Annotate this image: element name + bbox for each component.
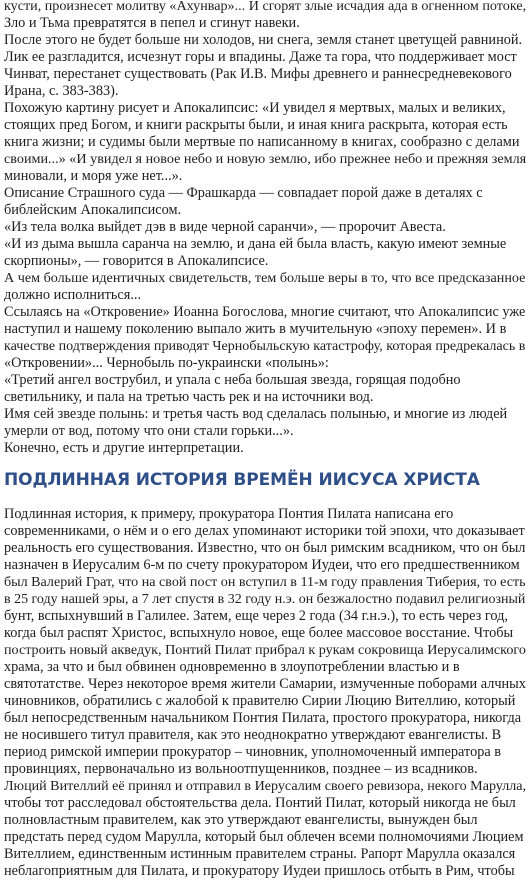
text-line: реальность его существования. Известно, что он был римским всадником, что он был — [4, 540, 526, 556]
text-line: А чем больше идентичных свидетельств, тем больше веры в то, что все предсказанное — [4, 270, 526, 286]
text-line: чтобы тот расследовал обстоятельства дела. Понтий Пилат, который никогда не был — [4, 795, 516, 811]
text-line: был Валерий Грат, что на свой пост он вступил в 11-м году правления Тиберия, то есть — [4, 574, 526, 590]
text-line: скорпионы», — говорится в Апокалипсисе. — [4, 253, 269, 269]
text-line: стоящих пред Богом, и книги раскрыты были, и иная книга раскрыта, которая есть — [4, 117, 508, 133]
text-line: построить новый акведук, Понтий Пилат прибрал к рукам сокровища Иерусалимского — [4, 642, 526, 658]
text-line: назначен в Иерусалим 6-м по счету прокуратором Иудеи, что его предшественником — [4, 557, 520, 573]
text-line: миновали, и моря уже нет...». — [4, 168, 183, 184]
text-line: Чинват, перестанет существовать (Рак И.В. Мифы древнего и раннесредневекового — [4, 66, 512, 82]
section-heading: ПОДЛИННАЯ ИСТОРИЯ ВРЕМЁН ИИСУСА ХРИСТА — [4, 470, 480, 490]
text-line: чиновников, обратились с жалобой к правителю Сирии Люцию Вителлию, который — [4, 693, 516, 709]
text-line: кусти, произнесет молитву «Ахунвар»... И сгорят злые исчадия ада в огненном потоке, — [4, 0, 527, 14]
text-line: бунт, вспыхнувший в Галилее. Затем, еще через 2 года (34 г.н.э.), то есть через год, — [4, 608, 508, 624]
text-line: наступил и нашему поколению выпало жить в мучительную «эпоху перемен». И в — [4, 321, 507, 337]
text-line: Имя сей звезде полынь: и третья часть вод сделалась полынью, и многие из людей — [4, 406, 508, 422]
text-line: своими...» «И увидел я новое небо и новую землю, ибо прежнее небо и прежняя земля — [4, 151, 527, 167]
text-line: период римской империи прокуратор – чиновник, уполномоченный императора в — [4, 744, 502, 760]
text-line: После этого не будет больше ни холодов, ни снега, земля станет цветущей равниной. — [4, 32, 523, 48]
text-line: современниками, о нём и о его делах упоминают историки той эпохи, что доказывает — [4, 523, 525, 539]
text-line: не носившего титул правителя, как это неоднократно утверждают евангелисты. В — [4, 727, 502, 743]
text-line: «Третий ангел вострубил, и упала с неба большая звезда, горящая подобно — [4, 372, 461, 388]
text-line: умерли от вод, потому что они стали горьки...». — [4, 423, 294, 439]
text-line: «И из дыма вышла саранча на землю, и дана ей была власть, какую имеют земные — [4, 236, 507, 252]
text-line: «Из тела волка выйдет дэв в виде черной саранчи», — пророчит Авеста. — [4, 219, 446, 235]
text-line: библейским Апокалипсисом. — [4, 202, 182, 218]
text-line: когда был распят Христос, вспыхнуло новое, еще более массовое восстание. Чтобы — [4, 625, 514, 641]
text-line: «Откровении»... Чернобыль по-украински «полынь»: — [4, 355, 329, 371]
text-line: был непосредственным начальником Понтия Пилата, простого прокуратора, никогда — [4, 710, 522, 726]
article-page — [4, 0, 528, 880]
text-line: Зло и Тьма превратятся в пепел и сгинут навеки. — [4, 15, 300, 31]
text-block-apocalypse — [4, 0, 528, 457]
text-block-pilate — [4, 506, 528, 880]
text-line: Конечно, есть и другие интерпретации. — [4, 440, 244, 456]
text-line: предстать перед судом Марулла, который был облечен всеми полномочиями Люцием — [4, 829, 524, 845]
text-line: Похожую картину рисует и Апокалипсис: «И увидел я мертвых, малых и великих, — [4, 100, 506, 116]
text-line: Подлинная история, к примеру, прокуратора Понтия Пилата написана его — [4, 506, 454, 522]
text-line: святотатстве. Через некоторое время жители Самарии, измученные поборами алчных — [4, 676, 526, 692]
text-line: провинциях, первоначально из вольноотпущенников, позднее – из всадников. — [4, 761, 478, 777]
text-line: полновластным правителем, как это утверждают евангелисты, вынужден был — [4, 812, 478, 828]
text-line: в 25 году нашей эры, а 7 лет спустя в 32 году н.э. он безжалостно подавил религиозный — [4, 592, 526, 607]
text-line: Вителлием, единственным истинным правителем страны. Рапорт Марулла оказался — [4, 846, 516, 862]
text-line: Описание Страшного суда — Фрашкарда — совпадает порой даже в деталях с — [4, 185, 483, 201]
text-line: Ирана, с. 383-383). — [4, 83, 119, 99]
text-line: должно исполниться... — [4, 287, 142, 303]
text-line: светильнику, и пала на третью часть рек и на источники вод. — [4, 389, 374, 405]
text-line: неблагоприятным для Пилата, и прокуратору Иудеи пришлось отбыть в Рим, чтобы — [4, 863, 515, 879]
text-line: книга жизни; и судимы были мертвые по написанному в книгах, сообразно с делами — [4, 134, 520, 150]
text-line: Люций Вителлий её принял и отправил в Иерусалим своего ревизора, некого Марулла, — [4, 778, 527, 794]
text-line: Лик ее разгладится, исчезнут горы и впадины. Даже та гора, что поддерживает мост — [4, 49, 517, 65]
text-line: храма, за что и был обвинен одновременно в злоупотреблении властью и в — [4, 659, 460, 675]
text-line: Ссылаясь на «Откровение» Иоанна Богослова, многие считают, что Апокалипсис уже — [4, 304, 526, 320]
text-line: качестве подтверждения приводят Чернобыльскую катастрофу, которая предрекалась в — [4, 338, 526, 354]
